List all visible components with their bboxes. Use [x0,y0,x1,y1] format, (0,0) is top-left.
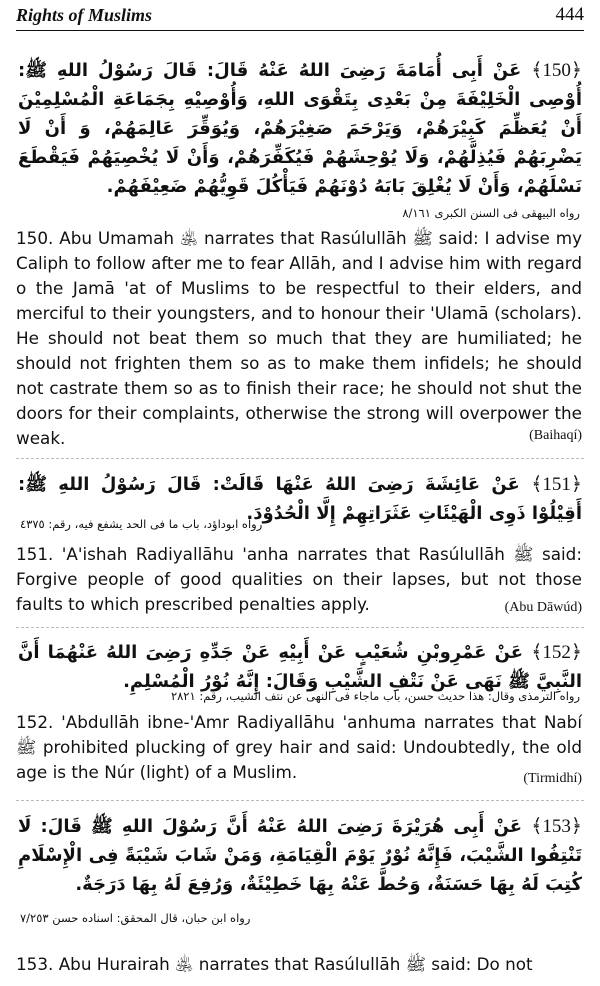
hadith-150-source: (Baihaqí) [529,428,582,443]
hadith-151-source: (Abu Dāwúd) [504,600,582,615]
hadith-152-source: (Tirmidhí) [523,771,582,786]
section-divider [16,458,584,459]
page-number: 444 [555,4,584,25]
hadith-152-arabic: ﴿152﴾ عَنْ عَمْرِوبْنِ شُعَيْبٍ عَنْ أَبِيْهِ عَنْ جَدِّهِ رَضِىَ اللهُ عَنْهُمَا أَنَّ النَّبِيَّ ﷺ نَهَى عَنْ نَتْفِ الشَّيْبِ وَقَالَ: إِنَّهُ نُوْرُ الْمُسْلِمِ. [18,642,582,692]
hadith-153-arabic: ﴿153﴾ عَنْ أَبِى هُرَيْرَةَ رَضِىَ اللهُ عَنْهُ أَنَّ رَسُوْلَ اللهِ ﷺ قَالَ: لَا تَنْتِفُوا الشَّيْبَ، فَإِنَّهُ نُوْرٌ يَوْمَ الْقِيَامَةِ، وَمَنْ شَابَ شَيْبَةً فِى الْإِسْلَامِ كُتِبَ لَهُ بِهَا حَسَنَةٌ، وَحُطَّ عَنْهُ بِهَا خَطِيْئَةٌ، وَرُفِعَ لَهُ بِهَا دَرَجَةٌ. [18,816,582,895]
hadith-150-reference: رواه البيهقى فى السنن الكبرى ٨/١٦١ [402,206,580,220]
section-divider [16,800,584,801]
hadith-151-arabic: ﴿151﴾ عَنْ عَائِشَةَ رَضِىَ اللهُ عَنْهَا قَالَتْ: قَالَ رَسُوْلُ اللهِ ﷺ: أَقِيْلُوْا ذَوِى الْهَيْئَاتِ عَثَرَاتِهِمْ إِلَّا الْحُدُوْدَ. [18,474,582,524]
hadith-151-reference: رواه ابوداؤد، باب ما فى الحد يشفع فيه، رقم: ٤٣٧٥ [20,517,263,531]
page-header [16,2,584,28]
header-rule [16,30,584,31]
arabic-text: عَنْ عَمْرِوبْنِ شُعَيْبٍ عَنْ أَبِيْهِ عَنْ جَدِّهِ رَضِىَ اللهُ عَنْهُمَا أَنَّ النَّبِيَّ ﷺ نَهَى عَنْ نَتْفِ الشَّيْبِ وَقَالَ: إِنَّهُ نُوْرُ الْمُسْلِمِ. [18,642,582,692]
hadith-151-english: 151. 'A'ishah Radiyallāhu 'anha narrates that Rasúlullāh ﷺ said: Forgive people of good qualities on their lapses, but not those faults to which prescribed penalties apply. [16,544,582,614]
hadith-150-arabic: ﴿150﴾ عَنْ أَبِى أُمَامَةَ رَضِىَ اللهُ عَنْهُ قَالَ: قَالَ رَسُوْلُ اللهِ ﷺ: أُوْصِى الْخَلِيْفَةَ مِنْ بَعْدِى بِتَقْوَى اللهِ، وَأُوْصِيْهِ بِجَمَاعَةِ الْمُسْلِمِيْنَ أَنْ يُعَظِّمَ كَبِيْرَهُمْ، وَيَرْحَمَ صَغِيْرَهُمْ، وَيُوَقِّرَ عَالِمَهُمْ، وَ أَنْ لَا يَضْرِبَهُمْ فَيُذِلَّهُمْ، وَلَا يُوْحِشَهُمْ فَيُكَفِّرَهُمْ، وَأَنْ لَا يُخْصِيَهُمْ فَيَقْطَعَ نَسْلَهُمْ، وَأَنْ لَا يُغْلِقَ بَابَهُ دُوْنَهُمْ فَيَأْكُلَ قَوِيُّهُمْ ضَعِيْفَهُمْ. [18,60,582,197]
chapter-title: Rights of Muslims [16,4,153,25]
section-divider [16,627,584,628]
arabic-text: عَنْ أَبِى أُمَامَةَ رَضِىَ اللهُ عَنْهُ قَالَ: قَالَ رَسُوْلُ اللهِ ﷺ: أُوْصِى الْخَلِيْفَةَ مِنْ بَعْدِى بِتَقْوَى اللهِ، وَأُوْصِيْهِ بِجَمَاعَةِ الْمُسْلِمِيْنَ أَنْ يُعَظِّمَ كَبِيْرَهُمْ، وَيَرْحَمَ صَغِيْرَهُمْ، وَيُوَقِّرَ عَالِمَهُمْ، وَ أَنْ لَا يَضْرِبَهُمْ فَيُذِلَّهُمْ، وَلَا يُوْحِشَهُمْ فَيُكَفِّرَهُمْ، وَأَنْ لَا يُخْصِيَهُمْ فَيَقْطَعَ نَسْلَهُمْ، وَأَنْ لَا يُغْلِقَ بَابَهُ دُوْنَهُمْ فَيَأْكُلَ قَوِيُّهُمْ ضَعِيْفَهُمْ. [18,60,582,197]
arabic-text: عَنْ أَبِى هُرَيْرَةَ رَضِىَ اللهُ عَنْهُ أَنَّ رَسُوْلَ اللهِ ﷺ قَالَ: لَا تَنْتِفُوا الشَّيْبَ، فَإِنَّهُ نُوْرٌ يَوْمَ الْقِيَامَةِ، وَمَنْ شَابَ شَيْبَةً فِى الْإِسْلَامِ كُتِبَ لَهُ بِهَا حَسَنَةٌ، وَحُطَّ عَنْهُ بِهَا خَطِيْئَةٌ، وَرُفِعَ لَهُ بِهَا دَرَجَةٌ. [18,816,582,895]
arabic-text: عَنْ عَائِشَةَ رَضِىَ اللهُ عَنْهَا قَالَتْ: قَالَ رَسُوْلُ اللهِ ﷺ: أَقِيْلُوْا ذَوِى الْهَيْئَاتِ عَثَرَاتِهِمْ إِلَّا الْحُدُوْدَ. [18,474,582,524]
hadith-150-english: 150. Abu Umamah ﵁ narrates that Rasúlullāh ﷺ said: I advise my Caliph to follow after me to fear Allāh, and I advise him with regard o the Jamā 'at of Muslims to be respectful to their elders, and merciful to their youngsters, and to honour their 'Ulamā (scholars). He should not beat them so much that they are humiliated; he should not frighten them so as to make them infidels; he should not castrate them so as to finish their race; he should not shut the doors for their complaints, otherwise the strong will overpower the weak. [16,228,582,448]
hadith-152-english: 152. 'Abdullāh ibne-'Amr Radiyallāhu 'anhuma narrates that Nabí ﷺ prohibited plucking of grey hair and said: Undoubtedly, the old age is the Núr (light) of a Muslim. [16,712,582,782]
hadith-153-english: 153. Abu Hurairah ﵁ narrates that Rasúlullāh ﷺ said: Do not [16,954,533,974]
hadith-153-reference: رواه ابن حبان، قال المحقق: اسناده حسن ٧/٢٥٣ [20,911,251,925]
hadith-152-reference: رواه الترمذى وقال: هذا حديث حسن، باب ماجاء فى النهى عن نتف الشيب، رقم: ٢٨٢١ [170,689,580,703]
